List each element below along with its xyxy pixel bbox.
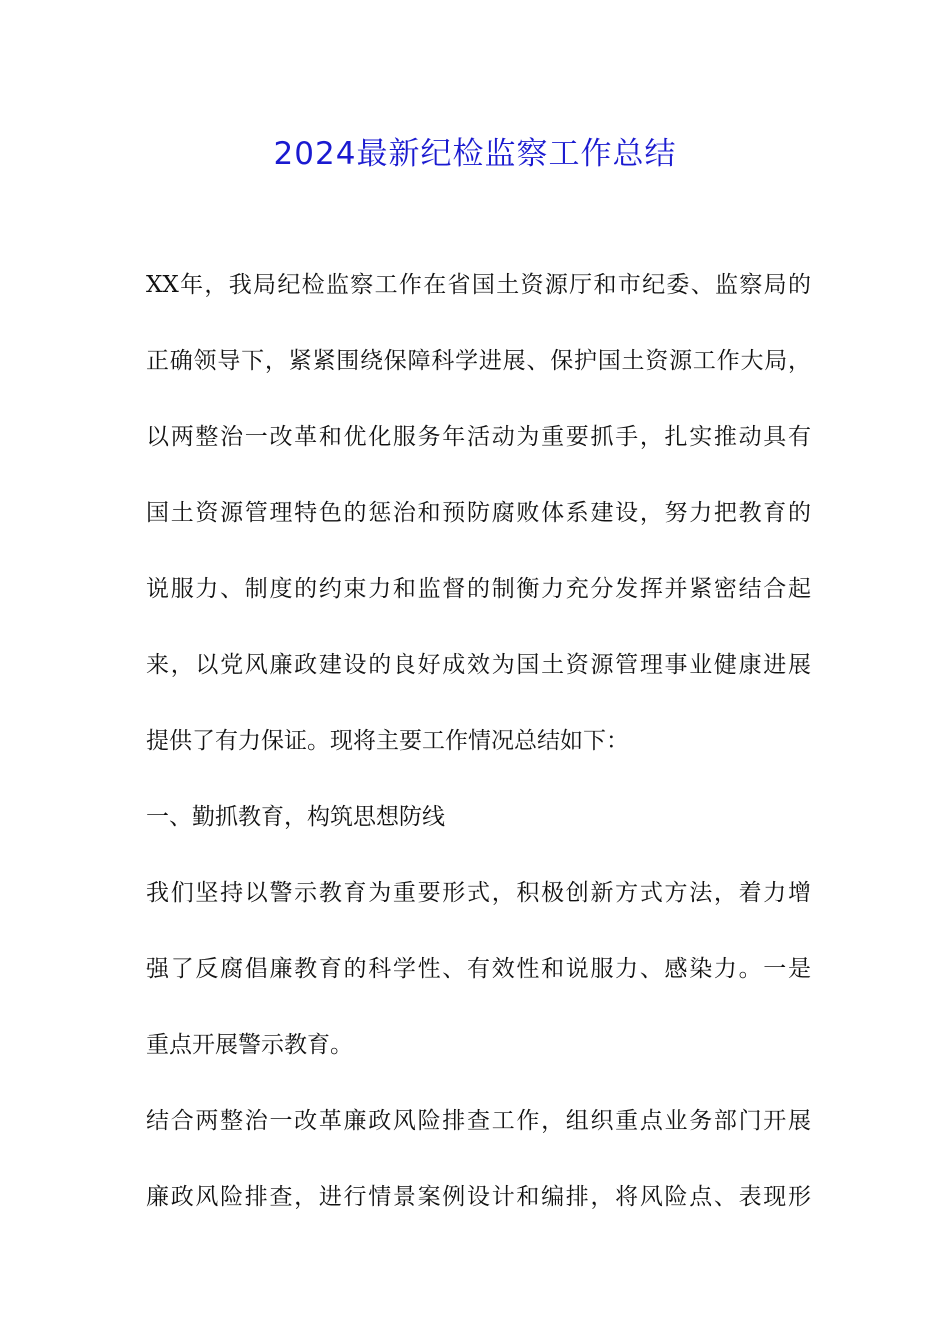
body-line-12: 结合两整治一改革廉政风险排查工作，组织重点业务部门开展 — [146, 1108, 811, 1134]
body-line-10: 强了反腐倡廉教育的科学性、有效性和说服力、感染力。一是 — [146, 956, 811, 982]
body-line-3: 以两整治一改革和优化服务年活动为重要抓手，扎实推动具有 — [146, 424, 811, 450]
body-line-7: 提供了有力保证。现将主要工作情况总结如下： — [146, 728, 629, 754]
body-line-2: 正确领导下，紧紧围绕保障科学进展、保护国土资源工作大局， — [146, 348, 811, 374]
document-body — [146, 258, 811, 1246]
body-line-13: 廉政风险排查，进行情景案例设计和编排，将风险点、表现形 — [146, 1184, 811, 1210]
body-line-5: 说服力、制度的约束力和监督的制衡力充分发挥并紧密结合起 — [146, 576, 811, 602]
body-line-4: 国土资源管理特色的惩治和预防腐败体系建设，努力把教育的 — [146, 500, 811, 526]
body-line-6: 来，以党风廉政建设的良好成效为国土资源管理事业健康进展 — [146, 652, 811, 678]
body-line-1: XX年，我局纪检监察工作在省国土资源厅和市纪委、监察局的 — [146, 272, 811, 298]
body-line-11: 重点开展警示教育。 — [146, 1032, 353, 1058]
section-heading-1: 一、勤抓教育，构筑思想防线 — [146, 804, 445, 830]
body-line-9: 我们坚持以警示教育为重要形式，积极创新方式方法，着力增 — [146, 880, 811, 906]
document-title: 2024最新纪检监察工作总结 — [273, 136, 677, 172]
